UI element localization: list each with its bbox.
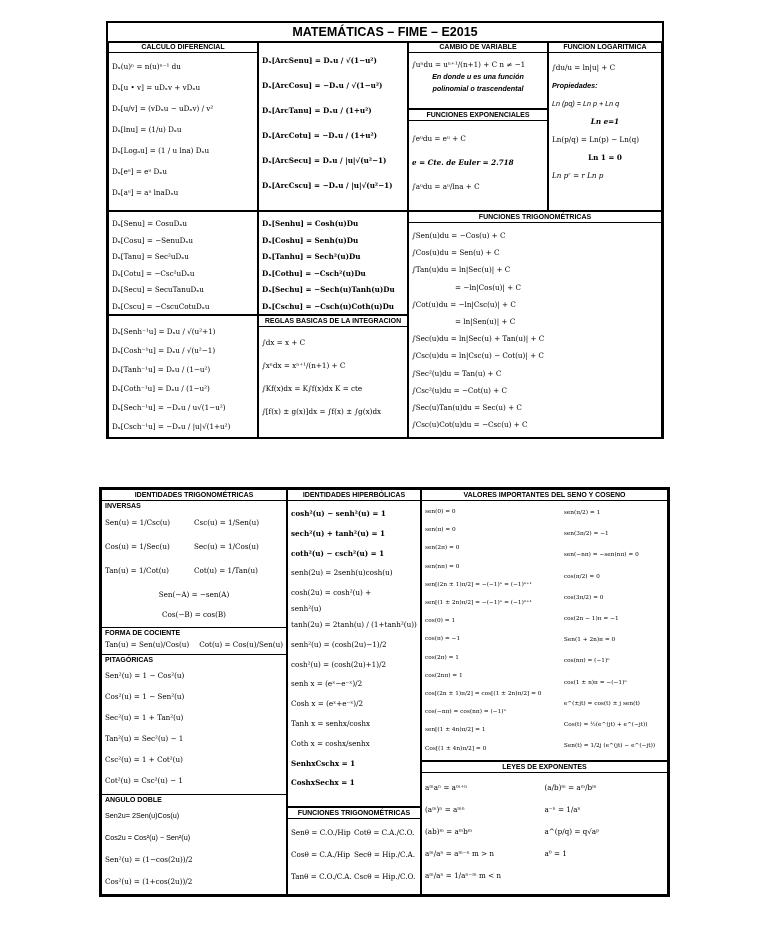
valor-seno-coseno: Cos(t) = ½(e^(jt) + e^(−jt)) <box>563 722 648 729</box>
logaritmica-header: FUNCION LOGARITMICA <box>549 42 661 53</box>
inv-hyp-formula: Dₓ[Sech⁻¹u] = −Dₓu / u√(1−u²) <box>112 403 226 412</box>
valores-header: VALORES IMPORTANTES DEL SENO Y COSENO <box>422 490 667 501</box>
calc-formula: Dₓ[lnu] = (1/u) Dₓu <box>112 125 182 134</box>
cambio-variable-list <box>409 53 547 95</box>
valor-seno-coseno: sen(0) = 0 <box>425 509 456 515</box>
trig-int-formula: = ln|Sen(u)| + C <box>455 317 516 327</box>
hyp-derivatives-box <box>258 211 408 315</box>
calc-formula: Dₓ[u • v] = uDₓv + vDₓu <box>112 83 201 92</box>
inversas-list <box>102 511 286 583</box>
logaritmica-list <box>549 53 661 185</box>
inversa-cell: Sec(u) = 1/Cos(u) <box>194 542 259 551</box>
calculo-diferencial-list <box>109 53 257 203</box>
valor-seno-coseno: cos(2π) = 1 <box>425 654 459 661</box>
cambio-formula: polinomial o trascendental <box>432 84 524 93</box>
valor-seno-coseno: cos(3π/2) = 0 <box>563 594 604 601</box>
exp-formula: e = Cte. de Euler = 2.718 <box>412 158 514 167</box>
func-trig-cell: Cscθ = Hip./C.O. <box>354 872 416 881</box>
calculo-diferencial-header: CALCULO DIFERENCIAL <box>109 42 257 53</box>
sheet-title: MATEMÁTICAS – FIME – E2015 <box>108 23 662 43</box>
valor-seno-coseno: sen(2π) = 0 <box>425 545 460 552</box>
arc-formula: Dₓ[ArcCosu] = −Dₓu / √(1−u²) <box>262 81 383 90</box>
log-formula: Propiedades: <box>552 81 598 90</box>
trig-deriv-formula: Dₓ[Tanu] = Sec²uDₓu <box>112 252 189 261</box>
exponenciales-box <box>408 109 548 211</box>
arc-derivatives-box <box>258 41 408 211</box>
hyp-identity: sech²(u) + tanh²(u) = 1 <box>291 528 386 538</box>
negative-angle-list <box>102 583 286 625</box>
basic-integration-box <box>258 315 408 439</box>
func-trig-cell: Senθ = C.O./Hip <box>291 828 351 837</box>
cambio-formula: En donde u es una función <box>432 72 524 81</box>
valores-box <box>421 489 668 761</box>
func-trig-box <box>287 807 421 895</box>
func-trig <box>288 866 420 888</box>
ley-exponente-cell: aᵐaⁿ = aᵐ⁺ⁿ <box>425 783 468 792</box>
func-trig-cell: Secθ = Hip./C.A. <box>354 850 415 859</box>
ley-exponente-cell: (a/b)ᵐ = aᵐ/bᵐ <box>544 783 597 792</box>
pitagorica: Tan²(u) = Sec²(u) − 1 <box>105 734 184 743</box>
inversa <box>102 511 286 535</box>
inv-hyp-formula: Dₓ[Senh⁻¹u] = Dₓu / √(u²+1) <box>112 327 216 336</box>
arc-formula: Dₓ[ArcCscu] = −Dₓu / |u|√(u²−1) <box>262 181 393 190</box>
inversa <box>102 559 286 583</box>
formula-sheet-bottom <box>99 487 670 897</box>
func-trig <box>288 822 420 844</box>
valor-seno-coseno: Cos[(1 ± 4n)π/2] = 0 <box>425 745 487 752</box>
leyes-header: LEYES DE EXPONENTES <box>422 762 667 773</box>
valor-seno-coseno: cos(2nπ) = 1 <box>425 672 463 679</box>
trig-integrals-box <box>408 211 662 439</box>
ident-trig-header: IDENTIDADES TRIGONOMÉTRICAS <box>102 490 286 501</box>
ident-hyp-header: IDENTIDADES HIPERBÓLICAS <box>288 490 420 501</box>
calculo-diferencial-box <box>108 41 258 211</box>
trig-derivatives-list <box>109 212 257 315</box>
inv-hyp-formula: Dₓ[Cosh⁻¹u] = Dₓu / √(u²−1) <box>112 346 216 355</box>
trig-integrals-header: FUNCIONES TRIGONOMÉTRICAS <box>409 212 661 223</box>
log-formula: ∫du/u = ln|u| + C <box>552 63 616 72</box>
angulo-doble-label: ANGULO DOBLE <box>105 797 162 804</box>
angulo-doble: Sen²(u) = (1−cos(2u))/2 <box>105 855 193 864</box>
valor-seno-coseno: cos(−nπ) = cos(nπ) = (−1)ⁿ <box>425 709 507 716</box>
ley-exponente-cell <box>545 865 665 887</box>
cambio-variable-box <box>408 41 548 109</box>
exp-formula: ∫eᵘdu = eᵘ + C <box>412 134 466 143</box>
pitagorica: Csc²(u) = 1 + Cot²(u) <box>105 755 183 764</box>
ident-trig-box <box>101 489 287 895</box>
calc-formula: Dₓ[aᵘ] = aᵘ lnaDₓu <box>112 188 179 197</box>
valor-seno-coseno: sen[(1 ± 4n)π/2] = 1 <box>425 727 486 734</box>
negative-angle: Sen(−A) = −sen(A) <box>158 590 230 599</box>
arc-formula: Dₓ[ArcSenu] = Dₓu / √(1−u²) <box>262 56 377 65</box>
hyp-identity: Coth x = coshx/senhx <box>291 738 370 748</box>
inversa-cell: Csc(u) = 1/Sen(u) <box>194 518 260 527</box>
hyp-identity: senh²(u) <box>291 603 322 613</box>
valor-seno-coseno: cos[(2n ± 1)π/2] = cos[(1 ± 2n)π/2] = 0 <box>425 691 542 698</box>
trig-int-formula: ∫Sec²(u)du = Tan(u) + C <box>412 368 502 378</box>
ley-exponente-cell: (ab)ᵐ = aᵐbᵐ <box>425 827 473 836</box>
hyp-deriv-formula: Dₓ[Coshu] = Senh(u)Du <box>262 235 359 245</box>
trig-int-formula: = −ln|Cos(u)| + C <box>455 282 521 292</box>
ident-hyp-box <box>287 489 421 807</box>
pitagoricas-label: PITAGÓRICAS <box>105 657 154 664</box>
inversa-cell: Cot(u) = 1/Tan(u) <box>194 566 258 575</box>
trig-deriv-formula: Dₓ[Cscu] = −CscuCotuDₓu <box>112 301 210 311</box>
valor-seno-coseno: sen(−nπ) = −sen(nπ) = 0 <box>563 552 639 559</box>
arc-formula: Dₓ[ArcCotu] = −Dₓu / (1+u²) <box>262 131 377 140</box>
hyp-identity: cosh²(u) = (cosh(2u)+1)/2 <box>291 659 387 669</box>
ley-exponente-cell: a⁻ⁿ = 1/aⁿ <box>544 805 581 814</box>
ley-exponente <box>422 777 667 799</box>
basic-integration-list <box>259 327 407 423</box>
valor-seno-coseno: cos(nπ) = (−1)ⁿ <box>563 658 610 665</box>
hyp-identity: senh x = (eˣ−e⁻ˣ)/2 <box>291 679 363 689</box>
hyp-derivatives-list <box>259 212 407 315</box>
inv-hyp-formula: Dₓ[Tanh⁻¹u] = Dₓu / (1−u²) <box>112 365 211 374</box>
valor-seno-coseno: cos(0) = 1 <box>425 618 456 625</box>
log-formula: Ln e=1 <box>590 117 620 126</box>
hyp-identity: CoshxSechx = 1 <box>291 778 355 788</box>
trig-derivatives-box <box>108 211 258 315</box>
valor-seno-coseno: e^(±jt) = cos(t) ± j sen(t) <box>563 700 640 707</box>
trig-int-formula: ∫Cot(u)du = −ln|Csc(u)| + C <box>412 299 516 309</box>
calc-formula: Dₓ[Logₐu] = (1 / u lna) Dₓu <box>112 146 210 155</box>
inv-hyp-derivatives-box <box>108 315 258 439</box>
angulo-doble: Sen2u= 2Sen(u)Cos(u) <box>105 811 180 820</box>
valor-seno-coseno: cos(π/2) = 0 <box>563 573 600 580</box>
hyp-identity: cosh(2u) = cosh²(u) + <box>291 588 372 598</box>
ley-exponente <box>422 843 667 865</box>
ley-exponente-cell: (aᵐ)ⁿ = aᵐⁿ <box>425 805 465 814</box>
arc-formula: Dₓ[ArcTanu] = Dₓu / (1+u²) <box>262 106 372 115</box>
basic-int-formula: ∫xⁿdx = xⁿ⁺¹/(n+1) + C <box>262 361 346 370</box>
trig-int-formula: ∫Cos(u)du = Sen(u) + C <box>412 248 500 258</box>
log-formula: Ln pʳ = r Ln p <box>552 171 604 180</box>
inversa <box>102 535 286 559</box>
ley-exponente <box>422 799 667 821</box>
valor-seno-coseno: sen(π) = 0 <box>425 527 456 534</box>
hyp-identity: senh(2u) = 2senh(u)cosh(u) <box>291 568 393 578</box>
cociente-row <box>102 638 286 652</box>
valor-seno-coseno: sen[(1 ± 2n)π/2] = −(−1)ⁿ = (−1)ⁿ⁺¹ <box>425 600 532 607</box>
hyp-deriv-formula: Dₓ[Sechu] = −Sech(u)Tanh(u)Du <box>262 285 395 294</box>
trig-int-formula: ∫Tan(u)du = ln|Sec(u)| + C <box>412 265 511 275</box>
trig-int-formula: ∫Sec(u)du = ln|Sec(u) + Tan(u)| + C <box>412 334 545 344</box>
ley-exponente <box>422 865 667 887</box>
exp-formula: ∫aᵘdu = aᵘ/lna + C <box>412 182 480 191</box>
hyp-identity: cosh²(u) − senh²(u) = 1 <box>291 509 386 518</box>
pitagorica: Sec²(u) = 1 + Tan²(u) <box>105 713 184 722</box>
trig-deriv-formula: Dₓ[Senu] = CosuDₓu <box>112 219 188 228</box>
leyes-box <box>421 761 668 895</box>
hyp-deriv-formula: Dₓ[Cschu] = −Csch(u)Coth(u)Du <box>262 301 395 311</box>
pitagorica: Cot²(u) = Csc²(u) − 1 <box>105 776 183 785</box>
inv-hyp-formula: Dₓ[Coth⁻¹u] = Dₓu / (1−u²) <box>112 384 210 393</box>
trig-deriv-formula: Dₓ[Cosu] = −SenuDₓu <box>112 235 194 245</box>
angulo-doble-list <box>102 805 286 893</box>
trig-integrals-list <box>409 223 661 433</box>
valor-seno-coseno: Sen(t) = 1/2j (e^(jt) − e^(−jt)) <box>563 743 656 750</box>
exponenciales-list <box>409 121 547 199</box>
valor-seno-coseno: cos(2n − 1)π = −1 <box>563 616 619 623</box>
basic-int-formula: ∫[f(x) ± g(x)]dx = ∫f(x) ± ∫g(x)dx <box>262 407 382 416</box>
inversa-cell: Sen(u) = 1/Csc(u) <box>105 518 171 527</box>
trig-deriv-formula: Dₓ[Cotu] = −Csc²uDₓu <box>112 268 195 278</box>
valor-seno-coseno: sen(nπ) = 0 <box>425 563 460 570</box>
ley-exponente-cell: aᵐ/aⁿ = 1/aⁿ⁻ᵐ m < n <box>425 871 502 880</box>
hyp-identity: Cosh x = (eˣ+e⁻ˣ)/2 <box>291 699 364 709</box>
func-trig-cell: Tanθ = C.O./C.A. <box>291 872 352 881</box>
hyp-deriv-formula: Dₓ[Tanhu] = Sech²(u)Du <box>262 252 361 261</box>
valor-seno-coseno: cos(1 ± n)π = −(−1)ⁿ <box>563 679 627 686</box>
cociente-tan: Tan(u) = Sen(u)/Cos(u) <box>105 640 190 649</box>
inversas-label: INVERSAS <box>105 503 141 510</box>
calc-formula: Dₓ[u/v] = (vDₓu − uDₓv) / v² <box>112 104 214 113</box>
log-formula: Ln (pq) = Ln p + Ln q <box>552 99 620 108</box>
angulo-doble: Cos²(u) = (1+cos(2u))/2 <box>105 877 193 886</box>
trig-int-formula: ∫Sec(u)Tan(u)du = Sec(u) + C <box>412 403 522 413</box>
func-trig-cell: Cotθ = C.A./C.O. <box>354 828 415 837</box>
exponenciales-header: FUNCIONES EXPONENCIALES <box>409 110 547 121</box>
log-formula: Ln 1 = 0 <box>588 153 622 162</box>
trig-int-formula: ∫Csc(u)Cot(u)du = −Csc(u) + C <box>412 420 528 430</box>
hyp-identity: coth²(u) − csch²(u) = 1 <box>291 548 385 558</box>
valor-seno-coseno: sen(3π/2) = −1 <box>563 531 609 538</box>
valores-left-list <box>422 501 561 758</box>
inversa-cell: Tan(u) = 1/Cot(u) <box>105 566 169 575</box>
logaritmica-box <box>548 41 662 211</box>
hyp-deriv-formula: Dₓ[Senhu] = Cosh(u)Du <box>262 219 359 228</box>
ley-exponente-cell: a⁰ = 1 <box>544 849 567 858</box>
func-trig-header: FUNCIONES TRIGONOMÉTRICAS <box>288 808 420 819</box>
formula-sheet-top <box>106 21 664 439</box>
ley-exponente-cell: a^(p/q) = q√aᵖ <box>544 827 599 836</box>
arc-formula: Dₓ[ArcSecu] = Dₓu / |u|√(u²−1) <box>262 156 387 165</box>
trig-int-formula: ∫Csc²(u)du = −Cot(u) + C <box>412 385 507 395</box>
hyp-identity: tanh(2u) = 2tanh(u) / (1+tanh²(u)) <box>291 619 417 629</box>
pitagorica: Cos²(u) = 1 − Sen²(u) <box>105 692 185 701</box>
ident-hyp-list <box>288 501 420 793</box>
arc-derivatives-list <box>259 42 407 198</box>
valor-seno-coseno: sen(π/2) = 1 <box>563 510 601 516</box>
trig-int-formula: ∫Sen(u)du = −Cos(u) + C <box>412 231 506 240</box>
ley-exponente <box>422 821 667 843</box>
cociente-label: FORMA DE COCIENTE <box>105 630 181 637</box>
cambio-variable-header: CAMBIO DE VARIABLE <box>409 42 547 53</box>
ley-exponente-cell: aᵐ/aⁿ = aᵐ⁻ⁿ m > n <box>425 849 495 858</box>
pitagorica: Sen²(u) = 1 − Cos²(u) <box>105 671 185 680</box>
trig-deriv-formula: Dₓ[Secu] = SecuTanuDₓu <box>112 285 204 294</box>
leyes-list <box>422 773 667 887</box>
trig-int-formula: ∫Csc(u)du = ln|Csc(u) − Cot(u)| + C <box>412 351 544 361</box>
inv-hyp-derivatives-list <box>109 316 257 436</box>
hyp-identity: Tanh x = senhx/coshx <box>291 718 371 728</box>
valor-seno-coseno: cos(π) = −1 <box>425 636 461 643</box>
angulo-doble: Cos2u = Cos²(u) − Sen²(u) <box>105 833 191 842</box>
inv-hyp-formula: Dₓ[Csch⁻¹u] = −Dₓu / |u|√(1+u²) <box>112 422 231 431</box>
hyp-identity: SenhxCschx = 1 <box>291 758 356 768</box>
basic-int-formula: ∫Kf(x)dx = K∫f(x)dx K = cte <box>262 384 363 393</box>
hyp-deriv-formula: Dₓ[Cothu] = −Csch²(u)Du <box>262 268 366 278</box>
cambio-formula: ∫uⁿdu = uⁿ⁺¹/(n+1) + C n ≠ −1 <box>412 60 526 69</box>
inversa-cell: Cos(u) = 1/Sec(u) <box>105 542 170 551</box>
calc-formula: Dₓ[eᵘ] = eᵘ Dₓu <box>112 167 167 176</box>
valor-seno-coseno: Sen(1 + 2n)π = 0 <box>563 637 616 644</box>
func-trig-list <box>288 819 420 888</box>
basic-int-formula: ∫dx = x + C <box>262 338 306 347</box>
cociente-cot: Cot(u) = Cos(u)/Sen(u) <box>199 640 283 649</box>
negative-angle: Cos(−B) = cos(B) <box>162 610 226 619</box>
basic-integration-header: REGLAS BASICAS DE LA INTEGRACION <box>259 316 407 327</box>
func-trig <box>288 844 420 866</box>
pitagoricas-list <box>102 665 286 791</box>
hyp-identity: senh²(u) = (cosh(2u)−1)/2 <box>291 639 387 649</box>
valor-seno-coseno: sen[(2n ± 1)π/2] = −(−1)ⁿ = (−1)ⁿ⁺¹ <box>425 581 532 588</box>
func-trig-cell: Cosθ = C.A./Hip <box>291 850 351 859</box>
log-formula: Ln(p/q) = Ln(p) − Ln(q) <box>552 135 640 144</box>
calc-formula: Dₓ(u)ⁿ = n(u)ⁿ⁻¹ du <box>112 62 181 71</box>
valores-right-list <box>561 501 667 758</box>
